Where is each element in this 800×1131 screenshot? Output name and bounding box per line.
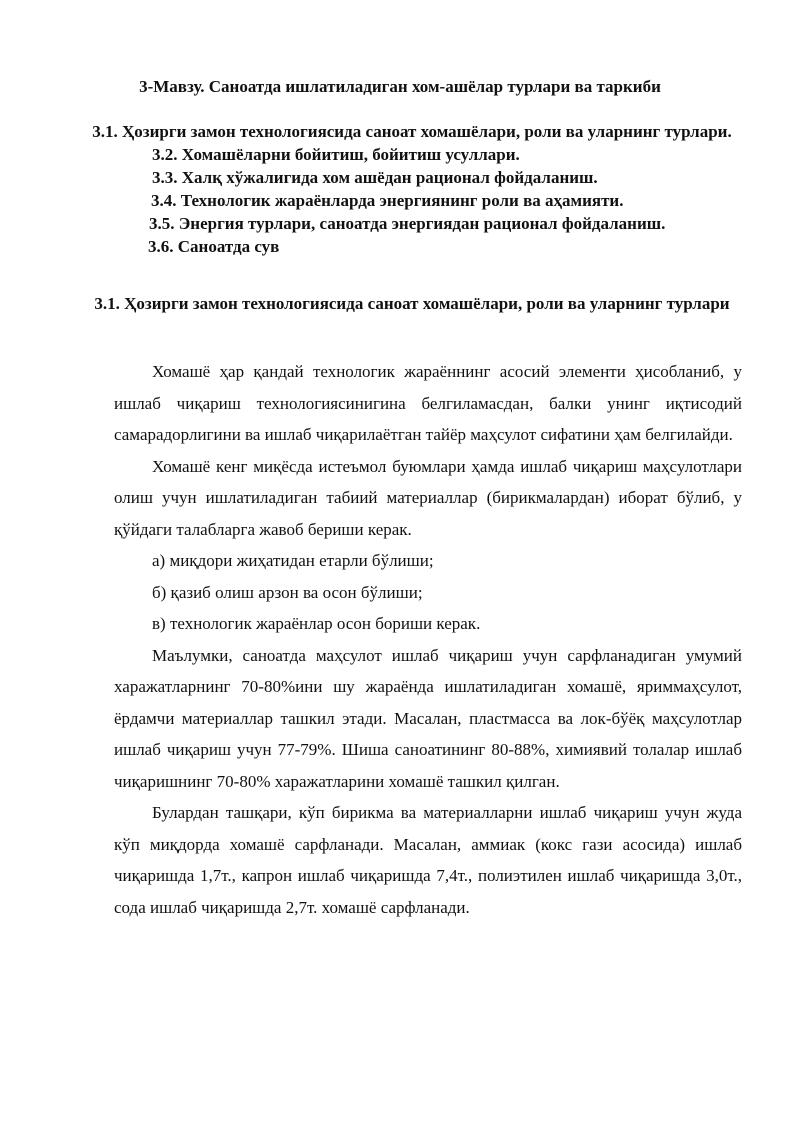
paragraph: Булардан ташқари, кўп бирикма ва материалларни ишлаб чиқариш учун жуда кўп миқдорда хомашё сарфланади. Масалан, аммиак (кокс гази асосида) ишлаб чиқаришда 1,7т., капрон ишлаб чиқаришда 7,4т., полиэтилен ишлаб чиқаришда 3,0т., сода ишлаб чиқаришда 2,7т. хомашё сарфланади. <box>114 803 742 917</box>
section-heading: 3.1. Ҳозирги замон технологиясида саноат хомашёлари, роли ва уларнинг турлари <box>94 294 730 313</box>
toc-item-3-1: 3.1. Ҳозирги замон технологиясида саноат хомашёлари, роли ва уларнинг турлари. <box>92 122 732 141</box>
paragraph: Маълумки, саноатда маҳсулот ишлаб чиқариш учун сарфланадиган умумий харажатларнинг 70-80%ини шу жараёнда ишлатиладиган хомашё, яриммаҳсулот, ёрдамчи материаллар ташкил этади. Масалан, пластмасса ва лок-бўёқ маҳсулотлар ишлаб чиқариш учун 77-79%. Шиша саноатининг 80-88%, химиявий толалар ишлаб чиқаришнинг 70-80% харажатларини хомашё ташкил қилган. <box>114 645 742 791</box>
toc-item-3-5: 3.5. Энергия турлари, саноатда энергиядан рационал фойдаланиш. <box>149 214 666 233</box>
toc-item-3-4: 3.4. Технологик жараёнларда энергиянинг роли ва аҳамияти. <box>151 191 624 210</box>
list-item: в) технологик жараёнлар осон бориши керак. <box>152 614 481 633</box>
toc-item-3-6: 3.6. Саноатда сув <box>148 237 280 256</box>
body-text <box>114 356 742 923</box>
table-of-contents <box>0 120 800 258</box>
document-title: 3-Мавзу. Саноатда ишлатиладиган хом-ашёлар турлари ва таркиби <box>139 77 661 96</box>
toc-item-3-3: 3.3. Халқ хўжалигида хом ашёдан рационал фойдаланиш. <box>152 168 598 187</box>
paragraph: Хомашё ҳар қандай технологик жараённинг асосий элементи ҳисобланиб, у ишлаб чиқариш технологиясинигина белгиламасдан, балки унинг иқтисодий самарадорлигини ва ишлаб чиқарилаётган тайёр маҳсулот сифатини ҳам белгилайди. <box>114 362 742 444</box>
list-item: а) миқдори жиҳатидан етарли бўлиши; <box>152 551 434 570</box>
toc-item-3-2: 3.2. Хомашёларни бойитиш, бойитиш усуллари. <box>152 145 520 164</box>
list-item: б) қазиб олиш арзон ва осон бўлиши; <box>152 582 423 602</box>
paragraph: Хомашё кенг миқёсда истеъмол буюмлари ҳамда ишлаб чиқариш маҳсулотлари олиш учун ишлатиладиган табиий материаллар (бирикмалардан) иборат бўлиб, у қўйдаги талабларга жавоб бериши керак. <box>114 456 742 539</box>
